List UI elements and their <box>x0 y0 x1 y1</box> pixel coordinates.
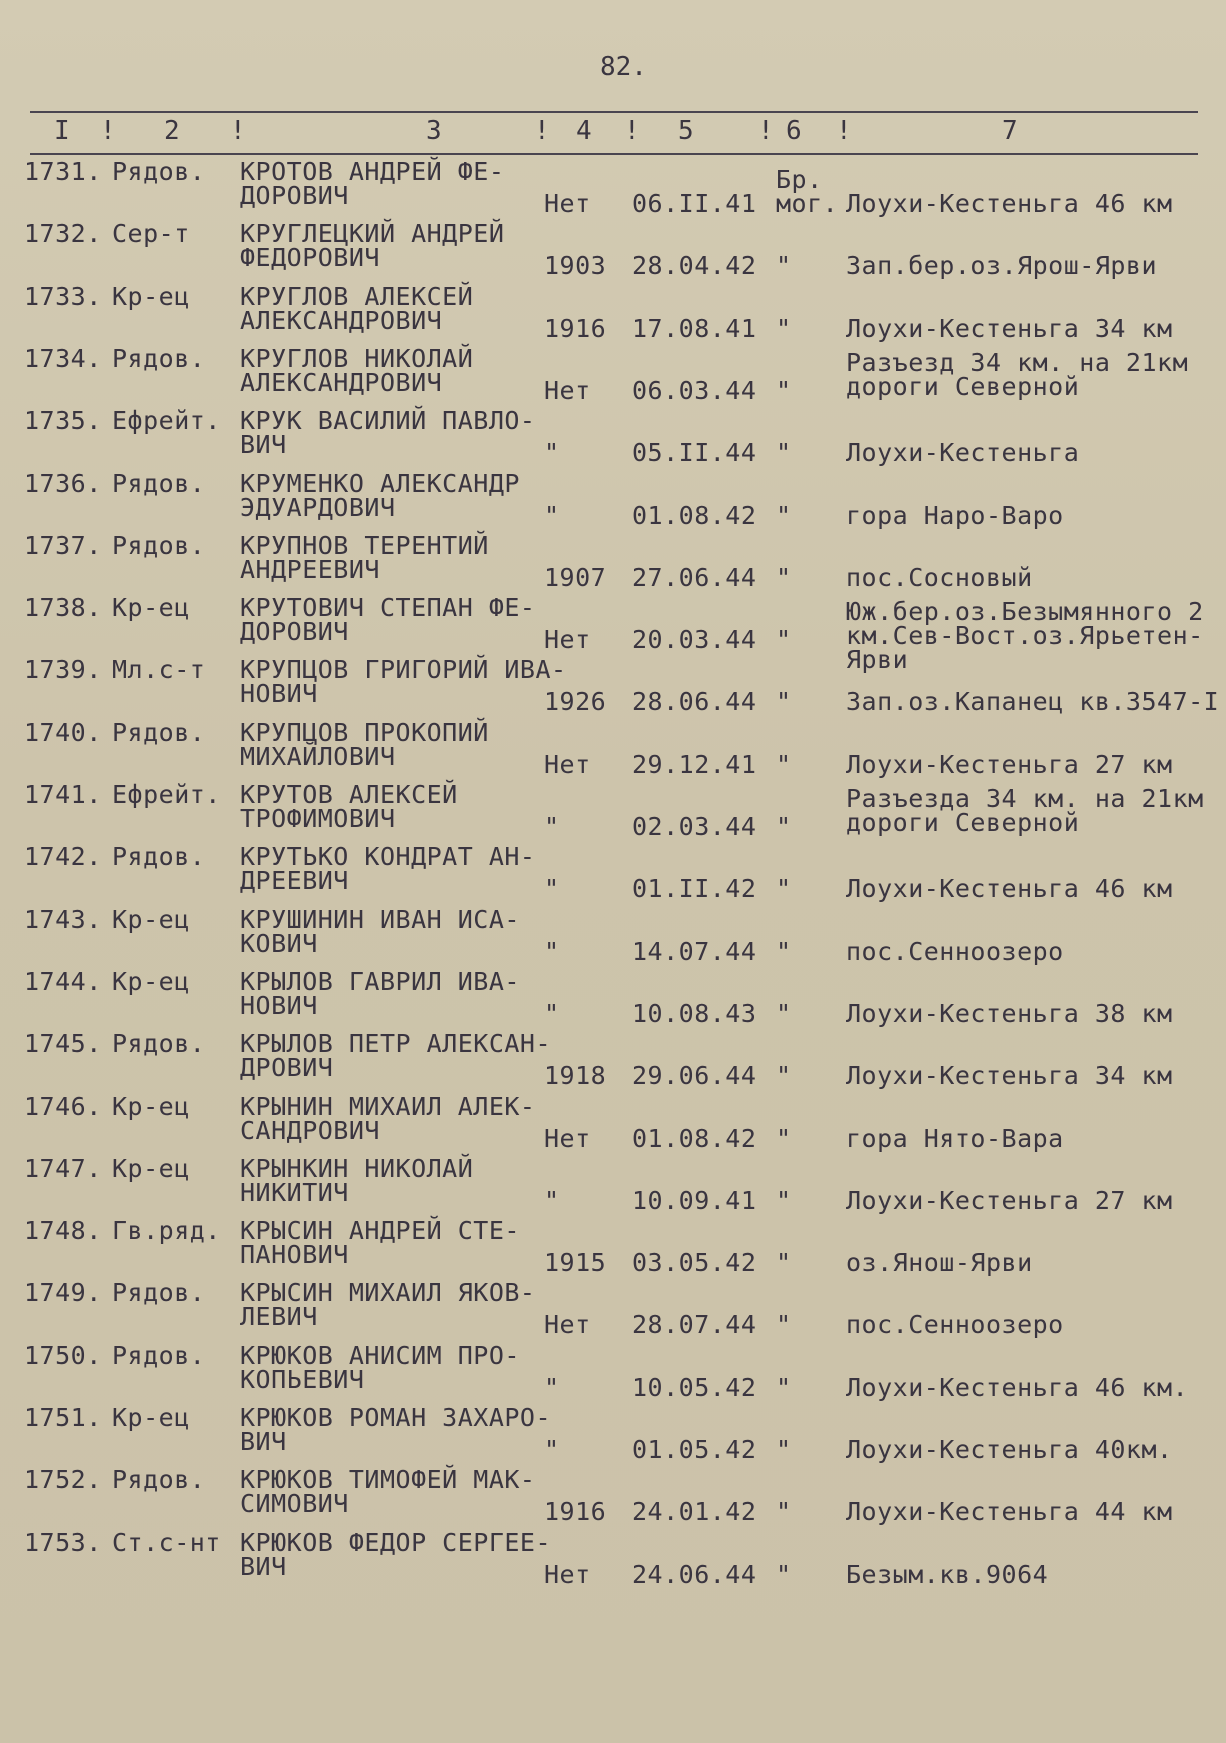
record-birth-year: " <box>544 1372 560 1402</box>
record-place-line1: Лоухи-Кестеньга 46 км <box>846 874 1173 904</box>
col-header-5: 5 <box>678 116 694 146</box>
record-burial-type: " <box>776 1497 792 1527</box>
record-place-line2: дороги Северной <box>846 808 1080 837</box>
record-row <box>0 1030 1226 1092</box>
record-death-date: 28.04.42 <box>632 251 757 281</box>
record-name-line2: ДРОВИЧ <box>240 1053 334 1083</box>
record-name-line1: КРУПНОВ ТЕРЕНТИЙ <box>240 530 489 560</box>
record-burial-type: " <box>776 1310 792 1340</box>
record-place-line1: Зап.оз.Капанец кв.3547-I <box>846 687 1220 717</box>
record-name-line1: КРУК ВАСИЛИЙ ПАВЛО- <box>240 406 536 436</box>
record-number: 1746. <box>24 1091 102 1121</box>
record-row <box>0 1466 1226 1528</box>
record-rank: Рядов. <box>112 530 206 560</box>
record-birth-year: 1918 <box>544 1061 607 1091</box>
record-rank: Рядов. <box>112 1029 206 1059</box>
record-rank: Сер-т <box>112 219 190 249</box>
record-death-date: 28.06.44 <box>632 687 757 717</box>
record-number: 1732. <box>24 219 102 249</box>
record-name-line1: КРЫЛОВ ГАВРИЛ ИВА- <box>240 966 520 996</box>
record-number: 1742. <box>24 842 102 872</box>
record-name-line1: КРУШИНИН ИВАН ИСА- <box>240 904 520 934</box>
record-birth-year: Нет <box>544 625 591 655</box>
record-place-line1: Лоухи-Кестеньга <box>846 438 1080 468</box>
record-burial-type: мог. <box>776 189 839 218</box>
record-rank: Мл.с-т <box>112 655 206 685</box>
page-number: 82. <box>600 52 647 82</box>
record-place-line1: Зап.бер.оз.Ярош-Ярви <box>846 251 1158 281</box>
record-birth-year: Нет <box>544 1559 591 1589</box>
record-burial-type: " <box>776 625 792 655</box>
record-number: 1737. <box>24 530 102 560</box>
record-name-line1: КРУГЛОВ АЛЕКСЕЙ <box>240 281 474 311</box>
record-burial-type: " <box>776 1559 792 1589</box>
record-name-line1: КРЫСИН АНДРЕЙ СТЕ- <box>240 1216 520 1246</box>
record-name-line1: КРУТЬКО КОНДРАТ АН- <box>240 842 536 872</box>
record-place-line2: км.Сев-Вост.оз.Ярьетен- <box>846 621 1204 651</box>
record-burial-type: " <box>776 1372 792 1402</box>
record-burial-type: " <box>776 1061 792 1091</box>
record-row <box>0 407 1226 469</box>
record-number: 1736. <box>24 468 102 498</box>
record-death-date: 17.08.41 <box>632 313 757 343</box>
record-place-line1: пос.Сенноозеро <box>846 936 1064 966</box>
record-number: 1751. <box>24 1403 102 1432</box>
record-burial-type: " <box>776 438 792 468</box>
record-number: 1753. <box>24 1527 102 1557</box>
record-death-date: 28.07.44 <box>632 1310 757 1340</box>
record-birth-year: " <box>544 874 560 904</box>
record-place-line3: Ярви <box>846 645 909 675</box>
record-death-date: 10.05.42 <box>632 1372 757 1402</box>
record-name-line2: МИХАЙЛОВИЧ <box>240 741 396 771</box>
record-burial-type: " <box>776 1248 792 1278</box>
record-rank: Кр-ец <box>112 1403 190 1432</box>
col-separator: ! <box>100 116 116 146</box>
record-name-line2: ДРЕЕВИЧ <box>240 866 349 896</box>
record-rank: Рядов. <box>112 157 206 186</box>
record-place-line1: Разъезд 34 км. на 21км <box>846 347 1189 377</box>
record-burial-type: " <box>776 1435 792 1464</box>
record-row <box>0 906 1226 968</box>
record-number: 1747. <box>24 1153 102 1183</box>
record-rank: Рядов. <box>112 842 206 872</box>
record-row <box>0 220 1226 282</box>
record-name-line1: КРУГЛОВ НИКОЛАЙ <box>240 343 474 373</box>
record-rank: Кр-ец <box>112 966 190 996</box>
col-separator: ! <box>534 116 550 146</box>
record-row <box>0 1342 1226 1404</box>
record-name-line1: КРЮКОВ ФЕДОР СЕРГЕЕ- <box>240 1527 552 1557</box>
record-burial-type: " <box>776 749 792 779</box>
record-place-line1: Лоухи-Кестеньга 40км. <box>846 1435 1173 1464</box>
record-number: 1739. <box>24 655 102 685</box>
record-rank: Ефрейт. <box>112 780 221 809</box>
record-name-line1: КРУГЛЕЦКИЙ АНДРЕЙ <box>240 219 505 249</box>
record-death-date: 20.03.44 <box>632 625 757 655</box>
record-death-date: 29.12.41 <box>632 749 757 779</box>
col-separator: ! <box>230 116 246 146</box>
record-place-line2: дороги Северной <box>846 371 1080 401</box>
record-rank: Рядов. <box>112 1340 206 1370</box>
record-rank: Рядов. <box>112 1278 206 1308</box>
record-burial-type: " <box>776 251 792 281</box>
record-burial-type: " <box>776 936 792 966</box>
record-birth-year: 1916 <box>544 1497 607 1527</box>
record-name-line2: НИКИТИЧ <box>240 1177 349 1207</box>
record-name-line1: КРУТОВ АЛЕКСЕЙ <box>240 780 458 809</box>
record-place-line1: Лоухи-Кестеньга 46 км. <box>846 1372 1189 1402</box>
record-birth-year: " <box>544 500 560 530</box>
record-name-line2: КОПЬЕВИЧ <box>240 1364 365 1394</box>
record-number: 1734. <box>24 343 102 373</box>
record-name-line1: КРЫНКИН НИКОЛАЙ <box>240 1153 474 1183</box>
record-death-date: 29.06.44 <box>632 1061 757 1091</box>
record-place-line1: пос.Сенноозеро <box>846 1310 1064 1340</box>
record-death-date: 27.06.44 <box>632 562 757 592</box>
record-row <box>0 1217 1226 1279</box>
record-row <box>0 968 1226 1030</box>
record-name-line2: ВИЧ <box>240 1551 287 1581</box>
record-name-line1: КРЮКОВ АНИСИМ ПРО- <box>240 1340 520 1370</box>
record-death-date: 14.07.44 <box>632 936 757 966</box>
col-header-4: 4 <box>576 116 592 146</box>
record-number: 1748. <box>24 1216 102 1246</box>
record-row <box>0 532 1226 594</box>
record-death-date: 24.01.42 <box>632 1497 757 1527</box>
record-burial-type: " <box>776 812 792 841</box>
record-burial-type: " <box>776 562 792 592</box>
record-number: 1740. <box>24 717 102 747</box>
record-name-line2: САНДРОВИЧ <box>240 1115 380 1145</box>
record-number: 1750. <box>24 1340 102 1370</box>
record-death-date: 01.08.42 <box>632 500 757 530</box>
record-rank: Кр-ец <box>112 1091 190 1121</box>
record-name-line2: ДОРОВИЧ <box>240 617 349 647</box>
record-burial-type-top: Бр. <box>776 165 823 194</box>
record-name-line2: АЛЕКСАНДРОВИЧ <box>240 305 443 335</box>
record-birth-year: Нет <box>544 749 591 779</box>
record-row <box>0 345 1226 407</box>
record-number: 1741. <box>24 780 102 809</box>
record-rank: Кр-ец <box>112 904 190 934</box>
record-row <box>0 158 1226 220</box>
header-top-rule <box>30 111 1198 113</box>
record-number: 1738. <box>24 593 102 623</box>
record-place-line1: Лоухи-Кестеньга 27 км <box>846 749 1173 779</box>
record-number: 1745. <box>24 1029 102 1059</box>
record-place-line1: гора Наро-Варо <box>846 500 1064 530</box>
record-burial-type: " <box>776 500 792 530</box>
record-name-line1: КРУТОВИЧ СТЕПАН ФЕ- <box>240 593 536 623</box>
record-place-line1: оз.Янош-Ярви <box>846 1248 1033 1278</box>
record-number: 1752. <box>24 1465 102 1495</box>
record-number: 1735. <box>24 406 102 436</box>
record-place-line1: Лоухи-Кестеньга 34 км <box>846 313 1173 343</box>
record-name-line2: ВИЧ <box>240 1427 287 1456</box>
col-separator: ! <box>836 116 852 146</box>
record-name-line2: ДОРОВИЧ <box>240 181 349 210</box>
record-row <box>0 1404 1226 1466</box>
record-row <box>0 781 1226 843</box>
record-place-line1: Лоухи-Кестеньга 27 км <box>846 1185 1173 1215</box>
record-rank: Кр-ец <box>112 281 190 311</box>
record-birth-year: Нет <box>544 375 591 405</box>
record-place-line1: пос.Сосновый <box>846 562 1033 592</box>
header-bottom-rule <box>30 153 1198 155</box>
record-death-date: 05.II.44 <box>632 438 757 468</box>
record-name-line2: ПАНОВИЧ <box>240 1240 349 1270</box>
record-death-date: 03.05.42 <box>632 1248 757 1278</box>
record-row <box>0 1093 1226 1155</box>
record-place-line1: Юж.бер.оз.Безымянного 2 <box>846 597 1204 627</box>
record-birth-year: " <box>544 1435 560 1464</box>
record-birth-year: Нет <box>544 1310 591 1340</box>
record-birth-year: " <box>544 438 560 468</box>
record-place-line1: Лоухи-Кестеньга 38 км <box>846 998 1173 1028</box>
record-name-line1: КРЮКОВ ТИМОФЕЙ МАК- <box>240 1465 536 1495</box>
record-birth-year: 1907 <box>544 562 607 592</box>
record-name-line1: КРУПЦОВ ПРОКОПИЙ <box>240 717 489 747</box>
record-burial-type: " <box>776 874 792 904</box>
record-row <box>0 283 1226 345</box>
record-row <box>0 1155 1226 1217</box>
record-birth-year: 1915 <box>544 1248 607 1278</box>
record-name-line2: АНДРЕЕВИЧ <box>240 554 380 584</box>
col-header-3: 3 <box>426 116 442 146</box>
record-name-line2: КОВИЧ <box>240 928 318 958</box>
record-birth-year: " <box>544 936 560 966</box>
record-burial-type: " <box>776 1185 792 1215</box>
record-number: 1744. <box>24 966 102 996</box>
record-birth-year: Нет <box>544 1123 591 1153</box>
record-row <box>0 719 1226 781</box>
record-death-date: 01.05.42 <box>632 1435 757 1464</box>
record-row <box>0 1279 1226 1341</box>
record-death-date: 06.03.44 <box>632 375 757 405</box>
record-name-line1: КРУПЦОВ ГРИГОРИЙ ИВА- <box>240 655 567 685</box>
record-place-line1: Безым.кв.9064 <box>846 1559 1049 1589</box>
record-rank: Рядов. <box>112 717 206 747</box>
record-place-line1: гора Нято-Вара <box>846 1123 1064 1153</box>
col-header-2: 2 <box>164 116 180 146</box>
record-rank: Рядов. <box>112 468 206 498</box>
record-burial-type: " <box>776 313 792 343</box>
record-place-line1: Лоухи-Кестеньга 44 км <box>846 1497 1173 1527</box>
record-birth-year: 1916 <box>544 313 607 343</box>
record-death-date: 10.08.43 <box>632 998 757 1028</box>
record-death-date: 02.03.44 <box>632 812 757 841</box>
record-birth-year: " <box>544 1185 560 1215</box>
record-row <box>0 1529 1226 1591</box>
record-name-line1: КРОТОВ АНДРЕЙ ФЕ- <box>240 157 505 186</box>
record-rank: Кр-ец <box>112 593 190 623</box>
record-birth-year: 1903 <box>544 251 607 281</box>
record-name-line1: КРЫЛОВ ПЕТР АЛЕКСАН- <box>240 1029 552 1059</box>
record-number: 1733. <box>24 281 102 311</box>
record-rank: Рядов. <box>112 343 206 373</box>
record-burial-type: " <box>776 998 792 1028</box>
record-place-line1: Лоухи-Кестеньга 46 км <box>846 189 1173 218</box>
record-name-line1: КРЮКОВ РОМАН ЗАХАРО- <box>240 1403 552 1432</box>
record-rank: Ст.с-нт <box>112 1527 221 1557</box>
record-place-line1: Разъезда 34 км. на 21км <box>846 784 1204 813</box>
column-header-row <box>30 116 1198 150</box>
record-name-line1: КРЫСИН МИХАИЛ ЯКОВ- <box>240 1278 536 1308</box>
record-rank: Ефрейт. <box>112 406 221 436</box>
record-birth-year: " <box>544 812 560 841</box>
record-place-line1: Лоухи-Кестеньга 34 км <box>846 1061 1173 1091</box>
record-death-date: 01.II.42 <box>632 874 757 904</box>
record-number: 1749. <box>24 1278 102 1308</box>
record-name-line2: НОВИЧ <box>240 679 318 709</box>
col-separator: ! <box>758 116 774 146</box>
record-birth-year: " <box>544 998 560 1028</box>
record-rank: Гв.ряд. <box>112 1216 221 1246</box>
record-death-date: 24.06.44 <box>632 1559 757 1589</box>
col-header-6: 6 <box>786 116 802 146</box>
record-row <box>0 470 1226 532</box>
record-name-line1: КРУМЕНКО АЛЕКСАНДР <box>240 468 520 498</box>
col-separator: ! <box>624 116 640 146</box>
record-name-line2: СИМОВИЧ <box>240 1489 349 1519</box>
record-death-date: 01.08.42 <box>632 1123 757 1153</box>
col-header-1: I <box>54 116 70 146</box>
record-name-line2: АЛЕКСАНДРОВИЧ <box>240 367 443 397</box>
record-number: 1743. <box>24 904 102 934</box>
record-name-line2: ТРОФИМОВИЧ <box>240 804 396 833</box>
record-birth-year: 1926 <box>544 687 607 717</box>
record-name-line1: КРЫНИН МИХАИЛ АЛЕК- <box>240 1091 536 1121</box>
record-name-line2: ФЕДОРОВИЧ <box>240 243 380 273</box>
record-rank: Рядов. <box>112 1465 206 1495</box>
record-name-line2: ЭДУАРДОВИЧ <box>240 492 396 522</box>
record-rank: Кр-ец <box>112 1153 190 1183</box>
record-row <box>0 843 1226 905</box>
record-row <box>0 656 1226 718</box>
record-name-line2: ВИЧ <box>240 430 287 460</box>
record-name-line2: ЛЕВИЧ <box>240 1302 318 1332</box>
col-header-7: 7 <box>1002 116 1018 146</box>
record-number: 1731. <box>24 157 102 186</box>
record-death-date: 10.09.41 <box>632 1185 757 1215</box>
record-name-line2: НОВИЧ <box>240 990 318 1020</box>
record-death-date: 06.II.41 <box>632 189 757 218</box>
record-burial-type: " <box>776 375 792 405</box>
record-birth-year: Нет <box>544 189 591 218</box>
record-burial-type: " <box>776 1123 792 1153</box>
record-burial-type: " <box>776 687 792 717</box>
